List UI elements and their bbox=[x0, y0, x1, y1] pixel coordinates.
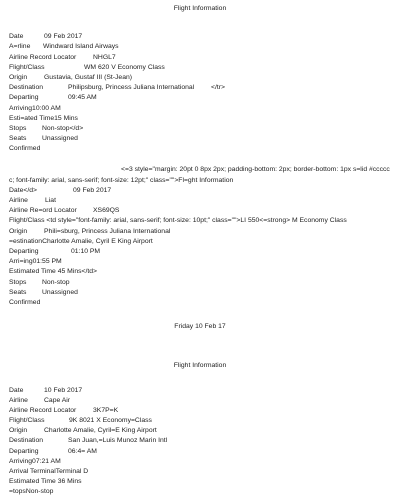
s2-row-locator: Airline Re=ord Locator XS69QS bbox=[9, 207, 120, 215]
s3-row-flight-class: Flight/Class 9K 8021 X Economy=Class bbox=[9, 417, 152, 425]
s2-row-airline: Airline Liat bbox=[9, 197, 56, 205]
s3-row-date: Date 10 Feb 2017 bbox=[9, 386, 83, 394]
section1-heading: Flight Information bbox=[173, 5, 227, 12]
s3-row-airline: Airline Cape Air bbox=[9, 396, 71, 404]
day-heading: Friday 10 Feb 17 bbox=[174, 323, 226, 331]
s3-row-departing: Departing 06:4= AM bbox=[9, 447, 97, 455]
s1-row-flight-class: Flight/Class WM 620 V Economy Class bbox=[9, 63, 165, 71]
s2-row-date: Date</d> 09 Feb 2017 bbox=[9, 186, 112, 194]
s2-row-est-time: Estimated Time 45 Mins</td> bbox=[9, 268, 98, 276]
s2-row-origin: Origin Phili=sburg, Princess Juliana International bbox=[9, 227, 171, 235]
s2-row-arriving: Arri=ing01:55 PM bbox=[9, 258, 62, 266]
s1-row-stops: Stops Non-stop</d> bbox=[9, 124, 84, 132]
s3-row-est-time: Estimated Time 36 Mins bbox=[9, 478, 82, 486]
s1-row-locator: Airline Record Locator NHGL7 bbox=[9, 53, 116, 61]
s1-row-origin: Origin Gustavia, Gustaf III (St-Jean) bbox=[9, 73, 133, 81]
s2-row-seats: Seats Unassigned bbox=[9, 288, 78, 296]
s2-row-departing: Departing 01:10 PM bbox=[9, 248, 101, 255]
s3-row-origin: Origin Charlotte Amalie, Cyril=E King Airport bbox=[9, 427, 157, 435]
s3-row-arriving: Arriving07:21 AM bbox=[9, 457, 61, 465]
s3-row-destination: Destination San Juan,=Luis Munoz Marin Intl bbox=[9, 437, 168, 445]
s3-row-terminal: Arrival TerminalTerminal D bbox=[9, 468, 89, 476]
s2-row-confirmed: Confirmed bbox=[9, 298, 41, 306]
s2-row-destination: =estinationCharlotte Amalie, Cyril E King Airport bbox=[9, 237, 153, 245]
s3-row-stops: =topsNon-stop bbox=[9, 488, 54, 496]
s1-row-destination: Destination Philipsburg, Princess Juliana International </tr> bbox=[9, 84, 225, 92]
s1-row-seats: Seats Unassigned bbox=[9, 135, 78, 143]
s2-raw-heading-markup: <=3 style="margin: 20pt 0 8px 2px; padding-bottom: 2px; border-bottom: 1px s=lid #cccccc; font-family: arial, sans-serif; font-size: 12pt;" class="">Fl=ght Information bbox=[9, 166, 390, 184]
s2-raw-flight-markup: Flight/Class <td style="font-family: arial, sans-serif; font-size: 10pt;" class="">LI 550<=strong> M Economy Class bbox=[9, 217, 347, 225]
section3-heading: Flight Information bbox=[173, 362, 227, 370]
s1-row-est-time: Esti=ated Time15 Mins bbox=[9, 114, 78, 122]
s1-row-arriving: Arriving10:00 AM bbox=[9, 104, 61, 112]
s1-row-departing: Departing 09:45 AM bbox=[9, 94, 97, 102]
s2-row-stops: Stops Non-stop bbox=[9, 278, 70, 286]
s1-row-date: Date 09 Feb 2017 bbox=[9, 33, 83, 41]
s3-row-locator: Airline Record Locator 3K7P=K bbox=[9, 406, 119, 414]
s1-row-airline: A=rline Windward Island Airways bbox=[9, 43, 119, 51]
s1-row-confirmed: Confirmed bbox=[9, 145, 41, 153]
